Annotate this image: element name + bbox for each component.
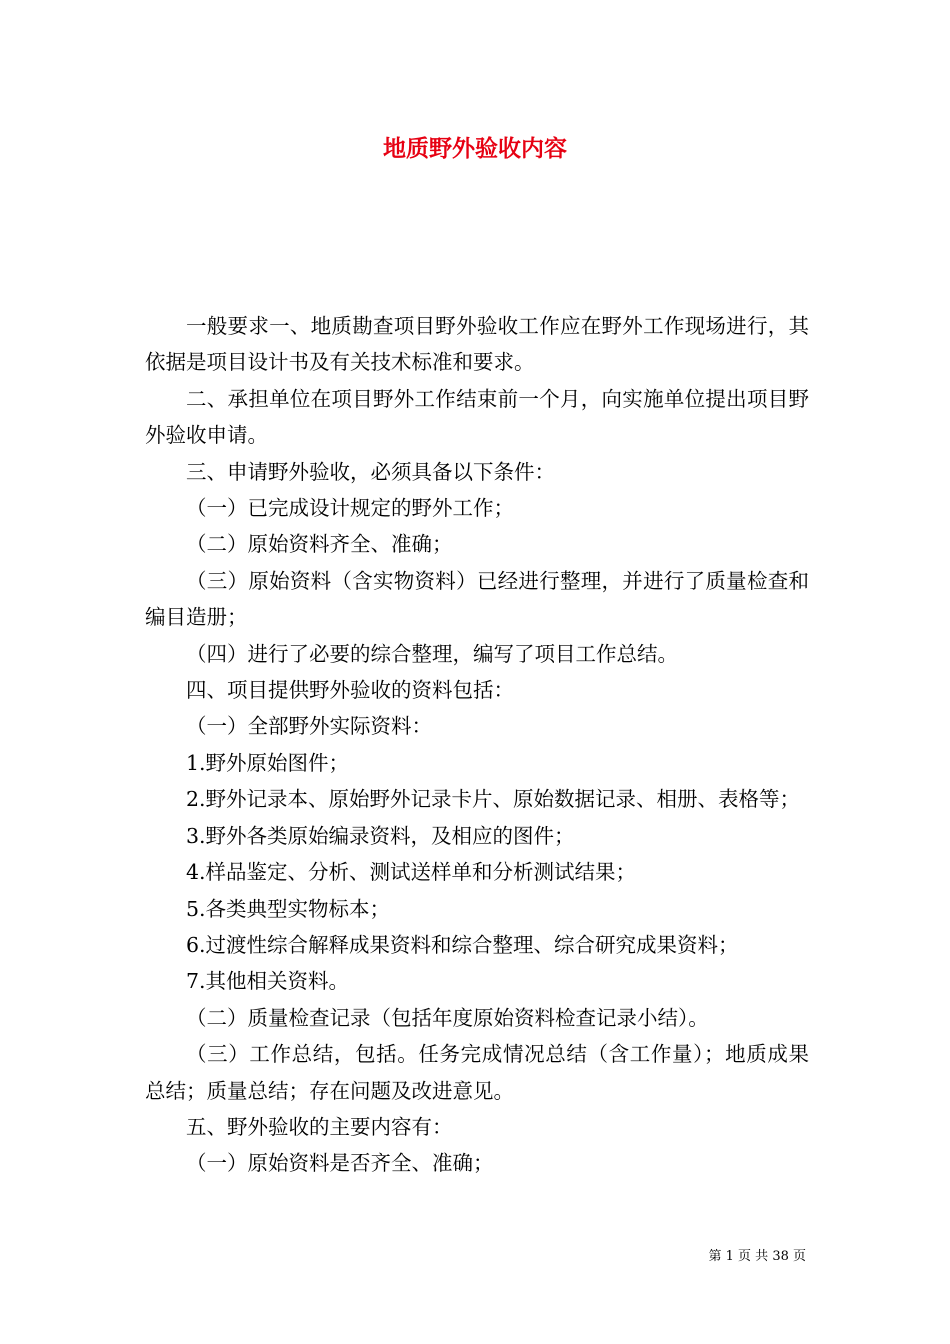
- paragraph: 1.野外原始图件；: [186, 750, 350, 775]
- paragraph: 7.其他相关资料。: [186, 969, 350, 994]
- document-title: 地质野外验收内容: [383, 135, 567, 162]
- paragraph: （三）原始资料（含实物资料）已经进行整理，并进行了质量检查和编目造册；: [145, 568, 809, 630]
- page-number: 第 1 页 共 38 页: [708, 1249, 806, 1264]
- paragraph: （一）全部野外实际资料：: [186, 714, 432, 739]
- paragraph: 6.过渡性综合解释成果资料和综合整理、综合研究成果资料；: [186, 932, 739, 957]
- paragraph: （二）质量检查记录（包括年度原始资料检查记录小结）。: [186, 1005, 709, 1030]
- paragraph: 4.样品鉴定、分析、测试送样单和分析测试结果；: [186, 860, 637, 885]
- paragraph: 一般要求一、地质勘查项目野外验收工作应在野外工作现场进行，其依据是项目设计书及有关技术标准和要求。: [145, 314, 809, 375]
- paragraph: （四）进行了必要的综合整理，编写了项目工作总结。: [186, 641, 678, 666]
- paragraph: （二）原始资料齐全、准确；: [186, 532, 453, 557]
- paragraph: 五、野外验收的主要内容有：: [186, 1114, 453, 1139]
- paragraph: 二、承担单位在项目野外工作结束前一个月，向实施单位提出项目野外验收申请。: [145, 386, 809, 448]
- paragraph: 2.野外记录本、原始野外记录卡片、原始数据记录、相册、表格等；: [186, 787, 801, 812]
- paragraph: （一）原始资料是否齐全、准确；: [186, 1151, 494, 1176]
- paragraph: 5.各类典型实物标本；: [186, 896, 391, 921]
- paragraph: 四、项目提供野外验收的资料包括：: [186, 678, 514, 703]
- paragraph: 三、申请野外验收，必须具备以下条件：: [186, 459, 555, 484]
- paragraph: （一）已完成设计规定的野外工作；: [186, 496, 514, 521]
- paragraph: 3.野外各类原始编录资料，及相应的图件；: [186, 823, 575, 848]
- document-body: [145, 308, 809, 1182]
- paragraph: （三）工作总结，包括。任务完成情况总结（含工作量）；地质成果总结；质量总结；存在问题及改进意见。: [145, 1042, 809, 1103]
